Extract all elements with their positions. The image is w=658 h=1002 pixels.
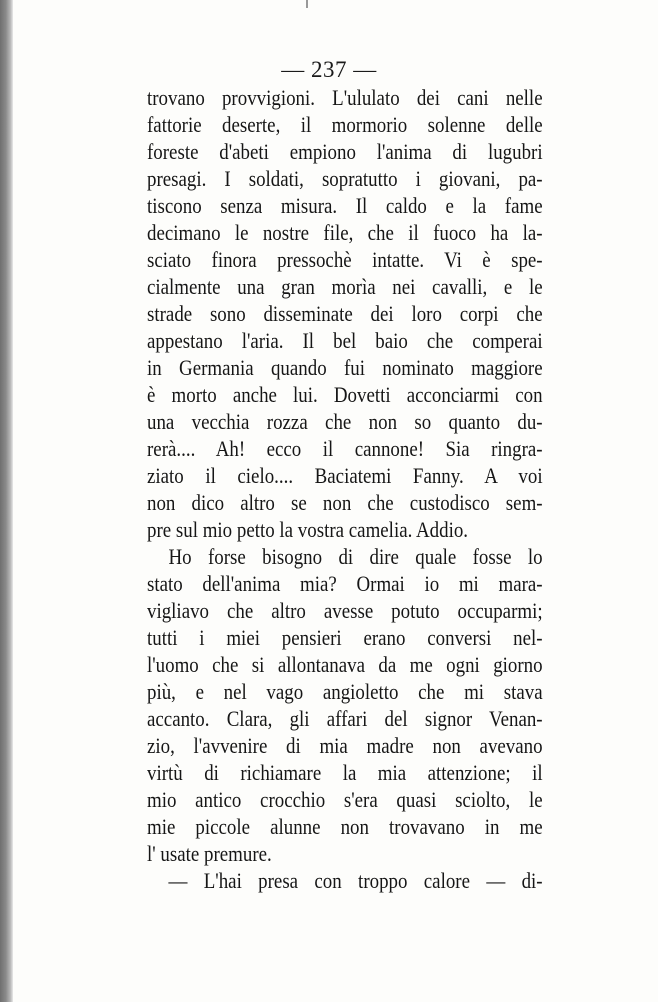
- text-line: vigliavo che altro avesse potuto occuparmi;: [147, 598, 543, 623]
- text-line: mio antico crocchio s'era quasi sciolto, le: [147, 787, 543, 812]
- text-line: fattorie deserte, il mormorio solenne delle: [147, 112, 543, 137]
- text-line: mie piccole alunne non trovavano in me: [147, 814, 543, 839]
- text-line: l'uomo che si allontanava da me ogni giorno: [147, 652, 543, 677]
- text-line: cialmente una gran morìa nei cavalli, e le: [147, 274, 543, 299]
- text-line: rerà.... Ah! ecco il cannone! Sia ringra-: [147, 436, 543, 461]
- page-spine-shadow: [0, 0, 13, 1002]
- text-line: ziato il cielo.... Baciatemi Fanny. A voi: [147, 463, 543, 488]
- text-line: tutti i miei pensieri erano conversi nel-: [147, 625, 543, 650]
- page-number: — 237 —: [281, 57, 377, 82]
- text-line: sciato finora pressochè intatte. Vi è spe-: [147, 247, 543, 272]
- text-line: zio, l'avvenire di mia madre non avevano: [147, 733, 543, 758]
- text-line: virtù di richiamare la mia attenzione; il: [147, 760, 543, 785]
- text-line: pre sul mio petto la vostra camelia. Addio.: [147, 517, 469, 542]
- text-line: in Germania quando fui nominato maggiore: [147, 355, 543, 380]
- text-line: — L'hai presa con troppo calore — di-: [168, 868, 543, 893]
- text-line: una vecchia rozza che non so quanto du-: [147, 409, 543, 434]
- text-line: Ho forse bisogno di dire quale fosse lo: [168, 544, 543, 569]
- text-line: accanto. Clara, gli affari del signor Venan-: [147, 706, 543, 731]
- text-line: non dico altro se non che custodisco sem-: [147, 490, 543, 515]
- text-line: strade sono disseminate dei loro corpi che: [147, 301, 543, 326]
- text-line: l' usate premure.: [147, 841, 272, 866]
- text-line: presagi. I soldati, sopratutto i giovani, pa-: [147, 166, 543, 191]
- text-line: è morto anche lui. Dovetti acconciarmi con: [147, 382, 543, 407]
- text-line: appestano l'aria. Il bel baio che comperai: [147, 328, 543, 353]
- body-text: [147, 84, 543, 894]
- scan-speck: [306, 0, 308, 8]
- text-line: decimano le nostre file, che il fuoco ha la-: [147, 220, 543, 245]
- text-line: più, e nel vago angioletto che mi stava: [147, 679, 543, 704]
- text-line: tiscono senza misura. Il caldo e la fame: [147, 193, 543, 218]
- text-line: trovano provvigioni. L'ululato dei cani nelle: [147, 85, 543, 110]
- text-line: foreste d'abeti empiono l'anima di lugubri: [147, 139, 543, 164]
- text-line: stato dell'anima mia? Ormai io mi mara-: [147, 571, 543, 596]
